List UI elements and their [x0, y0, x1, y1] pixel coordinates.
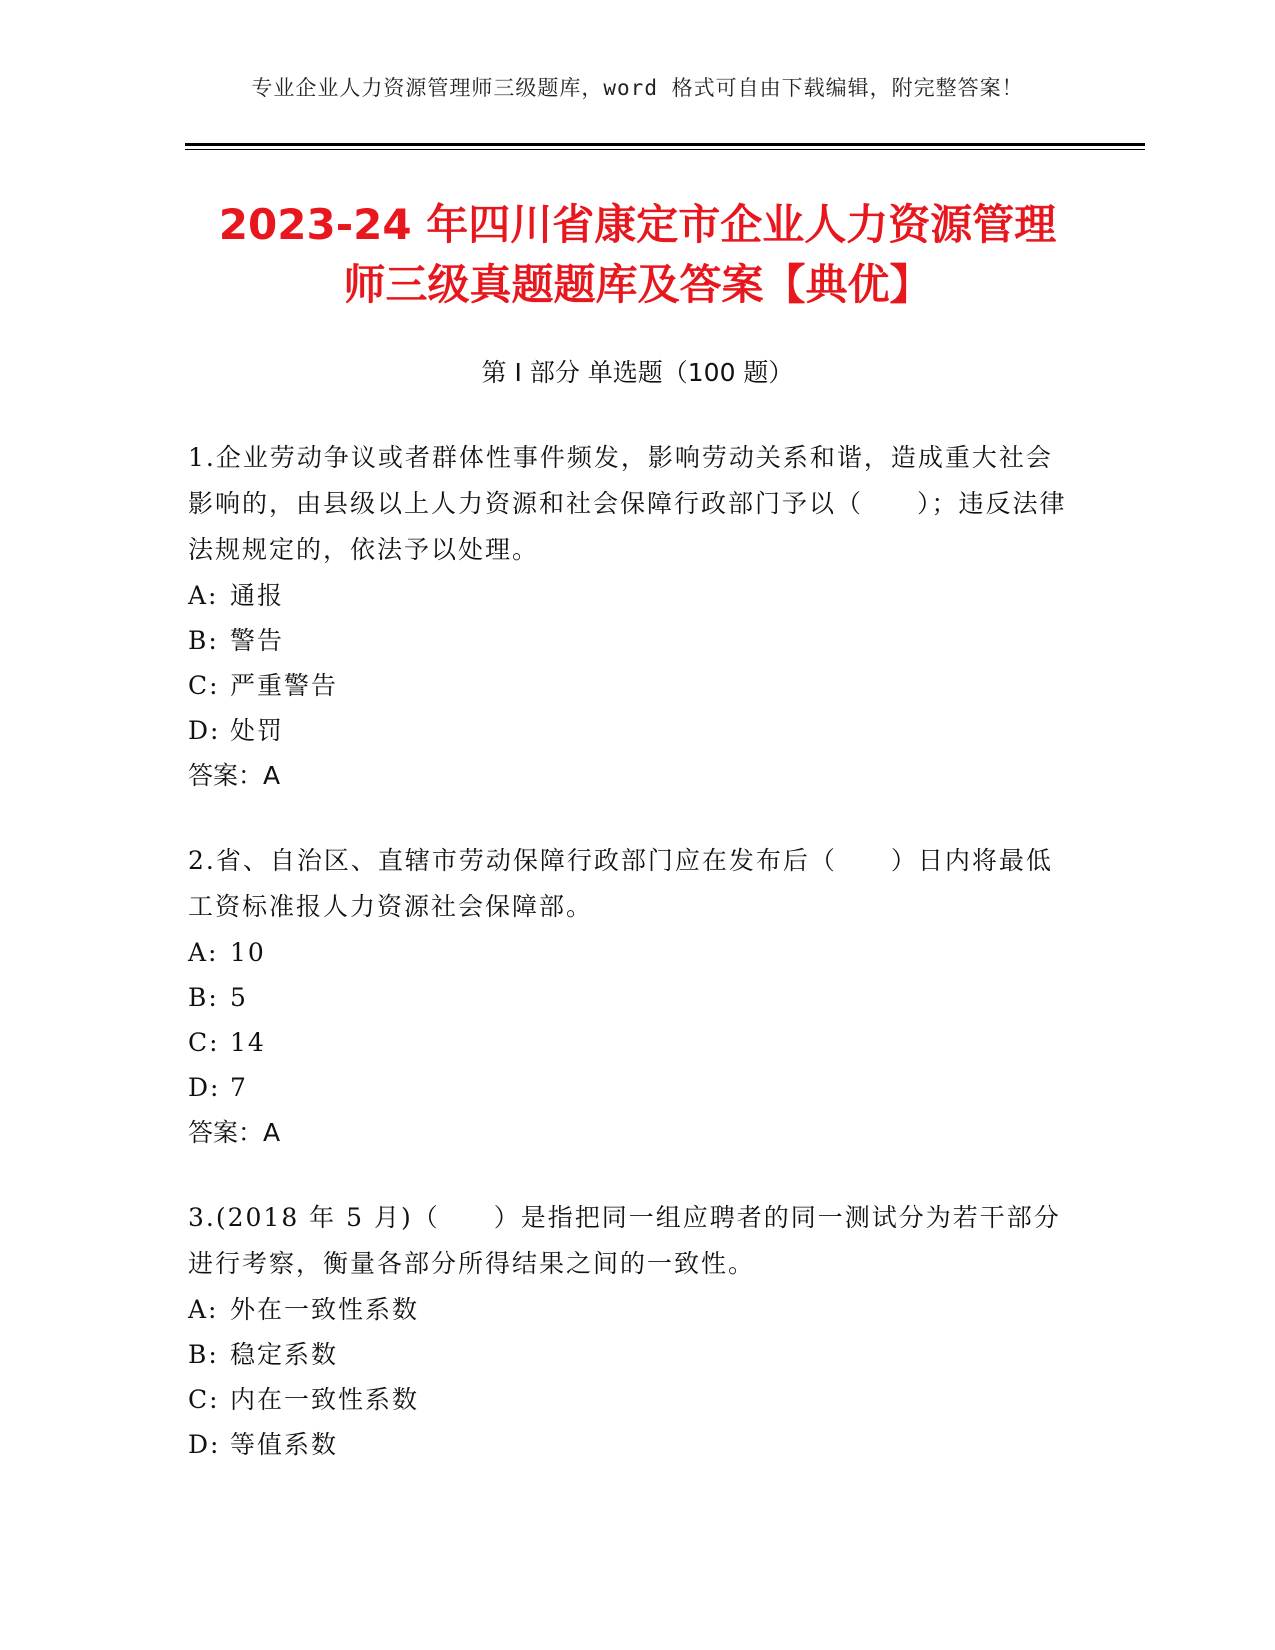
- section-title: 第 I 部分 单选题（100 题）: [481, 358, 794, 387]
- question-list: [188, 435, 1068, 1507]
- title-line-2: 师三级真题题库及答案【典优】: [343, 260, 932, 309]
- option-text: 等值系数: [230, 1430, 339, 1459]
- header-divider: [185, 143, 1145, 150]
- option-letter: A:: [188, 581, 219, 610]
- option-text: 稳定系数: [230, 1340, 339, 1369]
- option-letter: A:: [188, 938, 219, 967]
- option-a: [188, 573, 1068, 618]
- option-a: [188, 930, 1068, 975]
- option-text: 通报: [230, 581, 285, 610]
- option-letter: B:: [188, 983, 219, 1012]
- option-d: [188, 1422, 1068, 1467]
- question-1: [188, 435, 1068, 798]
- option-letter: D:: [188, 716, 221, 745]
- answer-label: 答案：A: [188, 761, 281, 790]
- option-letter: C:: [188, 671, 220, 700]
- option-text: 严重警告: [230, 671, 339, 700]
- option-letter: A:: [188, 1295, 219, 1324]
- option-letter: C:: [188, 1385, 220, 1414]
- option-b: [188, 975, 1068, 1020]
- option-b: [188, 1332, 1068, 1377]
- option-letter: B:: [188, 626, 219, 655]
- option-letter: D:: [188, 1073, 221, 1102]
- document-title: [185, 195, 1090, 315]
- option-text: 10: [230, 938, 266, 967]
- question-text: 2.省、自治区、直辖市劳动保障行政部门应在发布后（ ）日内将最低工资标准报人力资源社会保障部。: [188, 846, 1053, 921]
- option-letter: D:: [188, 1430, 221, 1459]
- option-c: [188, 663, 1068, 708]
- option-letter: B:: [188, 1340, 219, 1369]
- question-3: [188, 1195, 1068, 1467]
- option-c: [188, 1020, 1068, 1065]
- option-a: [188, 1287, 1068, 1332]
- question-text: 3.(2018 年 5 月)（ ）是指把同一组应聘者的同一测试分为若干部分进行考察，衡量各部分所得结果之间的一致性。: [188, 1203, 1061, 1278]
- option-text: 内在一致性系数: [230, 1385, 420, 1414]
- question-text: 1.企业劳动争议或者群体性事件频发，影响劳动关系和谐，造成重大社会影响的，由县级以上人力资源和社会保障行政部门予以（ ）；违反法律法规规定的，依法予以处理。: [188, 443, 1067, 564]
- option-text: 14: [230, 1028, 266, 1057]
- answer-label: 答案：A: [188, 1118, 281, 1147]
- question-2: [188, 838, 1068, 1155]
- option-c: [188, 1377, 1068, 1422]
- option-text: 警告: [230, 626, 285, 655]
- option-b: [188, 618, 1068, 663]
- option-letter: C:: [188, 1028, 220, 1057]
- title-line-1: 2023-24 年四川省康定市企业人力资源管理: [218, 200, 1057, 249]
- option-text: 外在一致性系数: [230, 1295, 420, 1324]
- option-text: 5: [230, 983, 248, 1012]
- page-header: 专业企业人力资源管理师三级题库，word 格式可自由下载编辑，附完整答案！: [251, 76, 1024, 100]
- option-text: 7: [230, 1073, 248, 1102]
- option-text: 处罚: [230, 716, 285, 745]
- option-d: [188, 708, 1068, 753]
- option-d: [188, 1065, 1068, 1110]
